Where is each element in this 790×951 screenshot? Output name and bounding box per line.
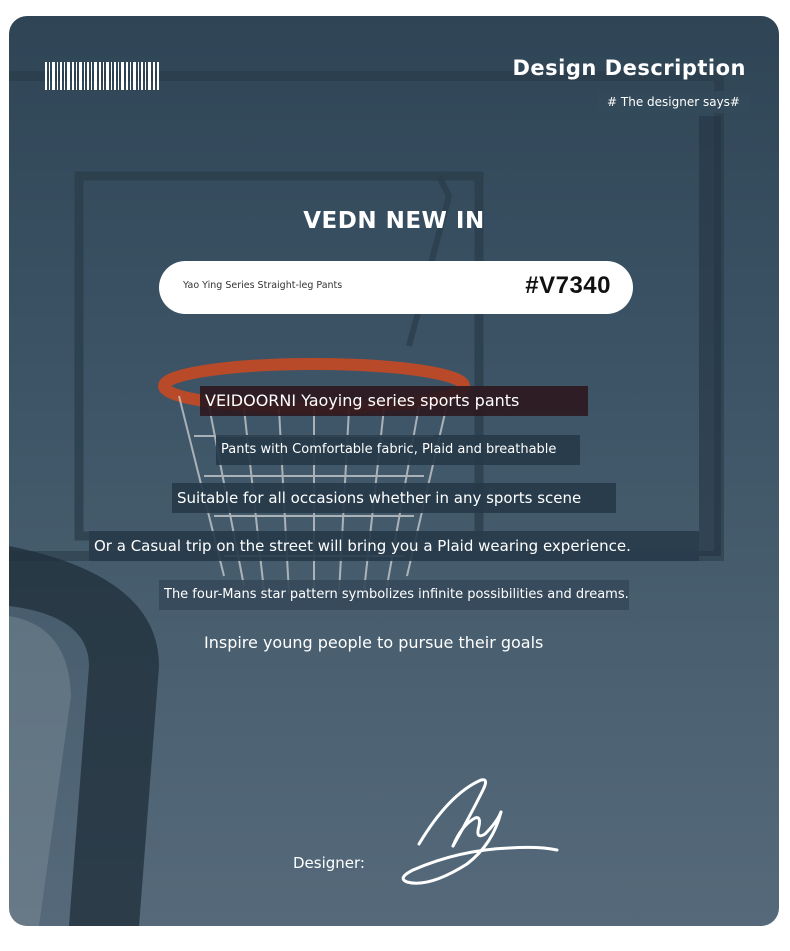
description-line: Suitable for all occasions whether in any sports scene <box>172 483 616 513</box>
product-name: Yao Ying Series Straight-leg Pants <box>183 280 343 291</box>
product-pill <box>159 261 633 314</box>
description-line: Pants with Comfortable fabric, Plaid and breathable <box>216 435 580 465</box>
design-card <box>9 16 779 926</box>
barcode-icon <box>45 62 159 90</box>
page-title: Design Description <box>512 56 746 80</box>
headline: VEDN NEW IN <box>303 208 485 234</box>
description-line: VEIDOORNI Yaoying series sports pants <box>200 386 588 416</box>
description-line: The four-Mans star pattern symbolizes infinite possibilities and dreams. <box>159 580 629 610</box>
designer-signature <box>389 774 559 894</box>
description-line: Or a Casual trip on the street will bring you a Plaid wearing experience. <box>89 531 699 561</box>
product-code: #V7340 <box>525 272 611 299</box>
designer-label: Designer: <box>293 854 365 872</box>
designer-says-tag: # The designer says# <box>597 91 750 113</box>
description-line: Inspire young people to pursue their goals <box>204 633 544 652</box>
